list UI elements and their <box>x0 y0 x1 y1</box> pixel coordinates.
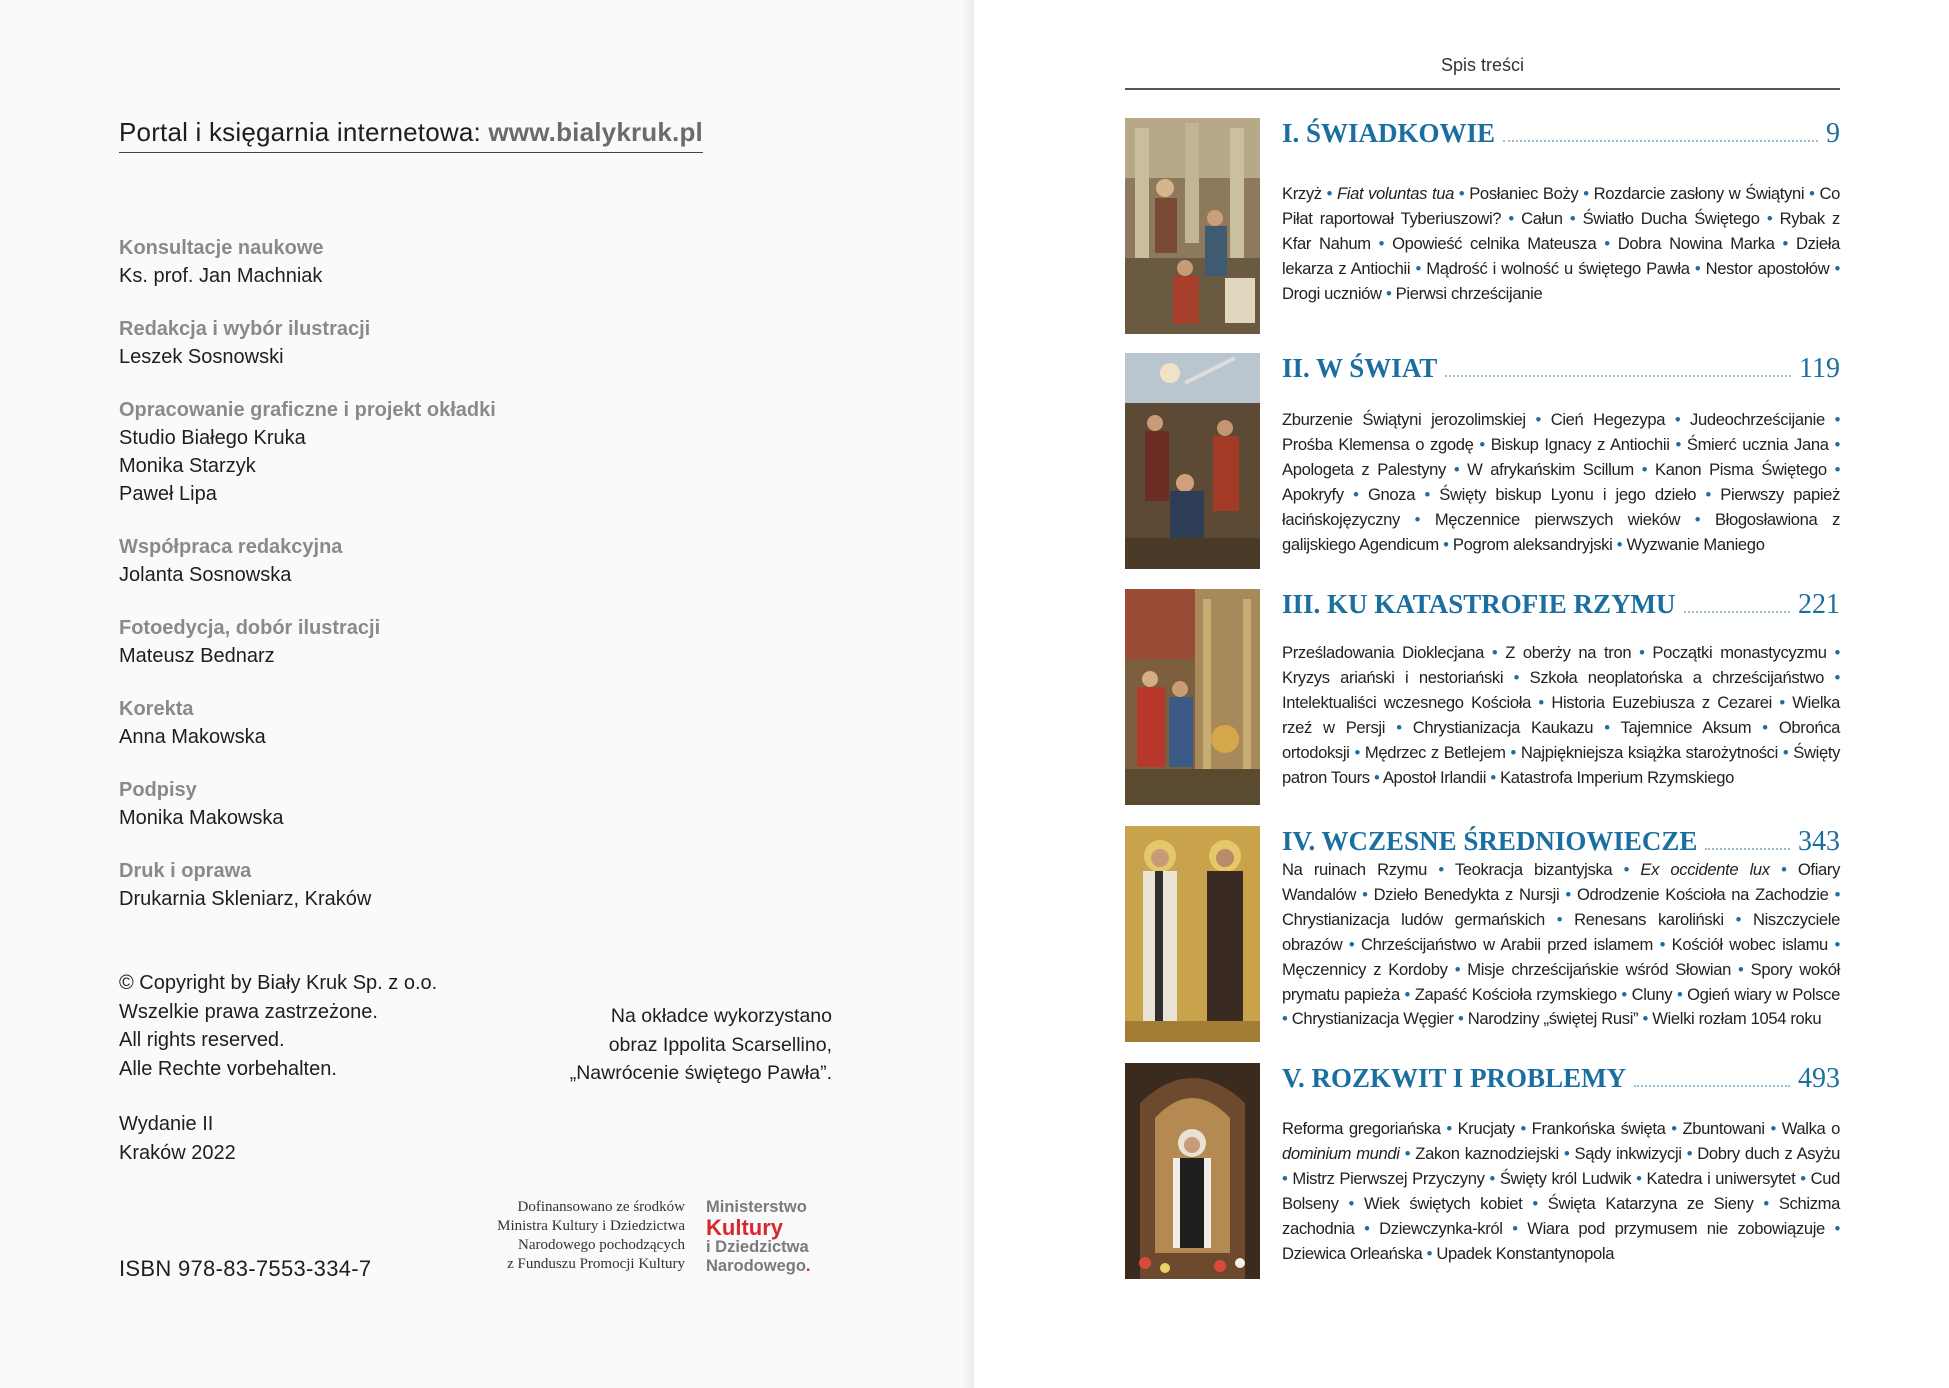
toc-topic[interactable]: Ogień wiary w Polsce <box>1687 984 1840 1004</box>
bullet-separator: • <box>1738 959 1744 979</box>
bullet-separator: • <box>1809 184 1815 203</box>
ministry-logo-line4-wrap <box>706 1257 811 1276</box>
toc-topic[interactable]: Odrodzenie Kościoła na Zachodzie <box>1576 884 1829 904</box>
credit-group <box>119 315 579 371</box>
toc-topic[interactable]: Ex occidente lux <box>1640 860 1770 879</box>
bullet-separator: • <box>1508 208 1514 228</box>
bullet-separator: • <box>1565 884 1571 904</box>
toc-topic[interactable]: Apokryfy <box>1282 484 1344 504</box>
ministry-logo <box>706 1198 811 1276</box>
credit-label: Korekta <box>119 698 194 720</box>
toc-topic[interactable]: Kościół wobec islamu <box>1671 934 1828 954</box>
toc-topic[interactable]: Reforma gregoriańska <box>1282 1119 1441 1138</box>
toc-chapter-5[interactable] <box>1125 1063 1840 1279</box>
chapter-2-title: II. W ŚWIAT <box>1282 353 1438 383</box>
toc-chapter-3-body <box>1282 589 1840 790</box>
credit-label: Fotoedycja, dobór ilustracji <box>119 617 381 639</box>
toc-topic[interactable]: Chrześcijaństwo w Arabii przed islamem <box>1360 934 1653 954</box>
bullet-separator: • <box>1364 1218 1370 1238</box>
credit-name: Mateusz Bednarz <box>119 645 275 667</box>
funding-line: Dofinansowano ze środków <box>517 1199 685 1215</box>
toc-topic[interactable]: Dziewica Orleańska <box>1282 1243 1423 1263</box>
cover-note-line: „Nawrócenie świętego Pawła”. <box>569 1062 832 1084</box>
bullet-separator: • <box>1834 934 1840 954</box>
copyright-line: All rights reserved. <box>119 1029 285 1051</box>
chapter-3-illustration <box>1125 589 1260 805</box>
chapter-5-heading <box>1282 1063 1840 1095</box>
bullet-separator: • <box>1834 434 1841 454</box>
toc-topic[interactable]: Wielki rozłam 1054 roku <box>1652 1009 1822 1029</box>
credit-group <box>119 857 579 913</box>
toc-chapter-1-body <box>1282 118 1840 307</box>
bullet-separator: • <box>1458 184 1465 203</box>
toc-topic[interactable]: Całun <box>1521 208 1563 228</box>
toc-topic[interactable]: Światło Ducha Świętego <box>1582 208 1760 228</box>
bullet-separator: • <box>1563 1143 1570 1163</box>
toc-topic[interactable]: Gnoza <box>1367 484 1416 504</box>
chapter-3-page: 221 <box>1798 589 1840 620</box>
credit-label: Opracowanie graficzne i projekt okładki <box>119 399 496 421</box>
left-page <box>0 0 974 1388</box>
toc-topic[interactable]: Co Piłat raportował Tyberiuszowi? <box>1282 184 1840 228</box>
toc-topic[interactable]: Chrystianizacja Węgier <box>1291 1009 1454 1029</box>
bullet-separator: • <box>1512 1218 1518 1238</box>
copyright-line: Alle Rechte vorbehalten. <box>119 1057 337 1080</box>
bullet-separator: • <box>1510 742 1516 762</box>
toc-topic[interactable]: Biskup Ignacy z Antiochii <box>1490 434 1670 454</box>
toc-topic[interactable]: Pierwszy papież łacińskojęzyczny <box>1282 484 1841 529</box>
toc-topic[interactable]: Dobra Nowina Marka <box>1617 233 1775 253</box>
bullet-separator: • <box>1766 208 1773 228</box>
bullet-separator: • <box>1348 934 1355 954</box>
bullet-separator: • <box>1479 434 1485 454</box>
toc-topic[interactable]: Spory wokół prymatu papieża <box>1282 959 1840 1004</box>
credit-group <box>119 533 579 589</box>
isbn: ISBN 978-83-7553-334-7 <box>119 1256 372 1281</box>
cover-note-line: Na okładce wykorzystano <box>610 1005 832 1027</box>
chapter-1-page: 9 <box>1826 118 1840 149</box>
cover-note-line: obraz Ippolita Scarsellino, <box>608 1033 832 1056</box>
chapter-3-title: III. KU KATASTROFIE RZYMU <box>1282 589 1676 619</box>
toc-topic[interactable]: Mądrość i wolność u świętego Pawła <box>1426 258 1690 278</box>
toc-topic[interactable]: Apologeta z Palestyny <box>1282 459 1446 479</box>
credit-label: Współpraca redakcyjna <box>119 536 343 558</box>
funding-line: Ministra Kultury i Dziedzictwa <box>497 1218 685 1234</box>
funding-line: z Funduszu Promocji Kultury <box>507 1256 685 1272</box>
chapter-5-title: V. ROZKWIT I PROBLEMY <box>1282 1063 1627 1093</box>
credit-group <box>119 614 579 670</box>
toc-topic[interactable]: Prześladowania Dioklecjana <box>1282 643 1485 662</box>
toc-topic[interactable]: Krzyż <box>1282 184 1322 203</box>
toc-topic[interactable]: Kanon Pisma Świętego <box>1655 459 1827 479</box>
toc-topic[interactable]: Chrystianizacja Kaukazu <box>1412 717 1594 737</box>
toc-topic[interactable]: Ofiary Wandalów <box>1282 860 1841 904</box>
ministry-logo-line4: Narodowego <box>706 1257 806 1275</box>
bullet-separator: • <box>1834 1218 1840 1238</box>
toc-chapter-3[interactable] <box>1125 589 1840 805</box>
toc-topic[interactable]: Wiara pod przymusem nie zobowiązuje <box>1527 1218 1825 1238</box>
bullet-separator: • <box>1623 860 1630 879</box>
toc-topic[interactable]: Sądy inkwizycji <box>1574 1143 1682 1163</box>
bullet-separator: • <box>1834 258 1841 278</box>
toc-topic[interactable]: Apostoł Irlandii <box>1382 767 1487 787</box>
bullet-separator: • <box>1782 742 1789 762</box>
toc-chapter-2-body <box>1282 353 1840 557</box>
credit-name: Anna Makowska <box>119 726 266 748</box>
bullet-separator: • <box>1834 410 1841 429</box>
credit-group <box>119 776 579 832</box>
credit-name: Ks. prof. Jan Machniak <box>119 265 323 287</box>
bullet-separator: • <box>1583 184 1589 203</box>
copyright-notice <box>119 969 437 1083</box>
credit-name: Paweł Lipa <box>119 483 217 505</box>
chapter-4-heading <box>1282 826 1840 858</box>
toc-topic[interactable]: Historia Euzebiusza z Cezarei <box>1551 692 1772 712</box>
chapter-5-page: 493 <box>1798 1063 1840 1094</box>
bullet-separator: • <box>1362 884 1368 904</box>
toc-topic[interactable]: Wyzwanie Maniego <box>1626 534 1765 554</box>
bullet-separator: • <box>1705 484 1711 504</box>
toc-topic[interactable]: W afrykańskim Scillum <box>1467 459 1634 479</box>
bullet-separator: • <box>1671 1119 1677 1138</box>
toc-topic[interactable]: Męczennice pierwszych wieków <box>1434 509 1681 529</box>
credit-group <box>119 695 579 751</box>
funding-note <box>440 1198 685 1274</box>
toc-topic[interactable]: Katastrofa Imperium Rzymskiego <box>1500 767 1734 787</box>
toc-topic[interactable]: Nestor apostołów <box>1705 258 1830 278</box>
bullet-separator: • <box>1636 1168 1642 1188</box>
portal-url-link[interactable]: www.bialykruk.pl <box>488 117 703 147</box>
chapter-2-topics <box>1282 408 1840 557</box>
bullet-separator: • <box>1674 410 1681 429</box>
bullet-separator: • <box>1326 184 1333 203</box>
bullet-separator: • <box>1513 667 1520 687</box>
toc-topic[interactable]: Zapaść Kościoła rzymskiego <box>1414 984 1617 1004</box>
bullet-separator: • <box>1538 692 1544 712</box>
bullet-separator: • <box>1779 692 1785 712</box>
toc-topic[interactable]: Szkoła neoplatońska a chrześcijaństwo <box>1529 667 1825 687</box>
toc-topic[interactable]: Cluny <box>1631 984 1673 1004</box>
bullet-separator: • <box>1834 884 1841 904</box>
bullet-separator: • <box>1446 1119 1452 1138</box>
chapter-2-illustration <box>1125 353 1260 569</box>
bullet-separator: • <box>1438 860 1444 879</box>
bullet-separator: • <box>1535 410 1541 429</box>
bullet-separator: • <box>1694 509 1701 529</box>
toc-topic[interactable]: Teokracja bizantyjska <box>1454 860 1613 879</box>
credit-label: Konsultacje naukowe <box>119 237 324 259</box>
credits-list <box>119 234 579 938</box>
edition-line: Kraków 2022 <box>119 1141 236 1164</box>
toc-topic[interactable]: Męczennicy z Kordoby <box>1282 959 1448 979</box>
toc-topic[interactable]: Katedra i uniwersytet <box>1646 1168 1796 1188</box>
credit-name: Monika Starzyk <box>119 455 256 477</box>
toc-topic[interactable]: Prośba Klemensa o zgodę <box>1282 434 1474 454</box>
credit-label: Druk i oprawa <box>119 860 252 882</box>
chapter-5-leader <box>1634 1084 1790 1087</box>
chapter-1-leader <box>1503 139 1818 142</box>
bullet-separator: • <box>1770 1119 1776 1138</box>
toc-topic[interactable]: Tajemnice Aksum <box>1620 717 1752 737</box>
bullet-separator: • <box>1520 1119 1526 1138</box>
toc-topic[interactable]: Dzieło Benedykta z Nursji <box>1373 884 1560 904</box>
toc-topic[interactable]: Walka o dominium mundi <box>1282 1119 1841 1163</box>
bullet-separator: • <box>1616 534 1623 554</box>
bullet-separator: • <box>1621 984 1627 1004</box>
toc-chapter-5-body <box>1282 1063 1840 1266</box>
bullet-separator: • <box>1453 459 1460 479</box>
toc-chapter-4-body <box>1282 826 1840 1032</box>
bullet-separator: • <box>1834 459 1841 479</box>
portal-prefix: Portal i księgarnia internetowa: <box>119 117 489 147</box>
chapter-3-topics <box>1282 641 1840 790</box>
chapter-2-leader <box>1445 374 1791 377</box>
bullet-separator: • <box>1490 767 1496 787</box>
toc-topic[interactable]: Śmierć ucznia Jana <box>1686 434 1829 454</box>
toc-topic[interactable]: Misje chrześcijańskie wśród Słowian <box>1467 959 1731 979</box>
bullet-separator: • <box>1675 434 1681 454</box>
bullet-separator: • <box>1532 1193 1538 1213</box>
cover-note <box>540 1002 832 1088</box>
toc-topic[interactable]: Intelektualiści wczesnego Kościoła <box>1282 692 1531 712</box>
bullet-separator: • <box>1763 1193 1769 1213</box>
toc-topic[interactable]: Narodziny „świętej Rusi” <box>1467 1009 1639 1029</box>
bullet-separator: • <box>1385 283 1392 303</box>
bullet-separator: • <box>1491 643 1498 662</box>
bullet-separator: • <box>1454 959 1461 979</box>
ministry-logo-line3: i Dziedzictwa <box>706 1238 809 1256</box>
toc-topic[interactable]: Zakon kaznodziejski <box>1415 1143 1559 1163</box>
bullet-separator: • <box>1781 860 1787 879</box>
toc-topic[interactable]: Zbuntowani <box>1682 1119 1765 1138</box>
chapter-4-leader <box>1705 847 1790 850</box>
toc-topic[interactable]: Krucjaty <box>1457 1119 1515 1138</box>
bullet-separator: • <box>1489 1168 1495 1188</box>
bullet-separator: • <box>1639 643 1645 662</box>
bullet-separator: • <box>1694 258 1701 278</box>
credit-group <box>119 396 579 508</box>
toc-topic[interactable]: Schizma zachodnia <box>1282 1193 1840 1238</box>
ministry-logo-line2: Kultury <box>706 1215 783 1240</box>
toc-topic[interactable]: Początki monastycyzmu <box>1652 643 1827 662</box>
toc-topic[interactable]: Dobry duch z Asyżu <box>1697 1143 1841 1163</box>
bullet-separator: • <box>1735 909 1742 929</box>
portal-line <box>119 117 703 153</box>
bullet-separator: • <box>1569 208 1576 228</box>
toc-topic[interactable]: Rybak z Kfar Nahum <box>1282 208 1840 253</box>
header-rule <box>1125 88 1840 90</box>
toc-topic[interactable]: Z oberży na tron <box>1505 643 1632 662</box>
toc-topic[interactable]: Pogrom aleksandryjski <box>1452 534 1613 554</box>
bullet-separator: • <box>1834 643 1840 662</box>
chapter-1-title: I. ŚWIADKOWIE <box>1282 118 1496 148</box>
bullet-separator: • <box>1762 717 1768 737</box>
toc-topic[interactable]: Wielka rzeź w Persji <box>1282 692 1840 737</box>
toc-topic[interactable]: Posłaniec Boży <box>1469 184 1579 203</box>
credit-name: Jolanta Sosnowska <box>119 564 292 586</box>
credit-name: Leszek Sosnowski <box>119 346 284 368</box>
bullet-separator: • <box>1641 459 1648 479</box>
toc-topic[interactable]: Mistrz Pierwszej Przyczyny <box>1292 1168 1485 1188</box>
bullet-separator: • <box>1659 934 1666 954</box>
bullet-separator: • <box>1604 233 1610 253</box>
toc-topic[interactable]: Niszczyciele obrazów <box>1282 909 1841 954</box>
edition-info <box>119 1110 236 1167</box>
chapter-4-illustration <box>1125 826 1260 1042</box>
toc-topic[interactable]: Na ruinach Rzymu <box>1282 860 1428 879</box>
toc-topic[interactable]: Najpiękniejsza książka starożytności <box>1520 742 1778 762</box>
bullet-separator: • <box>1404 984 1411 1004</box>
bullet-separator: • <box>1282 1009 1288 1029</box>
toc-topic[interactable]: Mędrzec z Betlejem <box>1364 742 1506 762</box>
bullet-separator: • <box>1282 1168 1288 1188</box>
edition-line: Wydanie II <box>119 1113 214 1135</box>
toc-topic[interactable]: Cud Bolseny <box>1282 1168 1841 1213</box>
chapter-1-illustration <box>1125 118 1260 334</box>
copyright-line: © Copyright by Biały Kruk Sp. z o.o. <box>119 972 438 994</box>
ministry-logo-line1: Ministerstwo <box>706 1198 807 1216</box>
toc-topic[interactable]: Pierwsi chrześcijanie <box>1395 283 1543 303</box>
toc-chapter-1[interactable] <box>1125 118 1840 334</box>
toc-chapter-4[interactable] <box>1125 826 1840 1042</box>
toc-topic[interactable]: Święta Katarzyna ze Sieny <box>1547 1193 1754 1213</box>
toc-topic[interactable]: Upadek Konstantynopola <box>1436 1243 1615 1263</box>
chapter-3-heading <box>1282 589 1840 621</box>
credit-name: Studio Białego Kruka <box>119 427 306 449</box>
toc-chapter-2[interactable] <box>1125 353 1840 569</box>
toc-topic[interactable]: Renesans karoliński <box>1574 909 1724 929</box>
bullet-separator: • <box>1415 258 1421 278</box>
toc-topic[interactable]: Judeochrześcijanie <box>1690 410 1825 429</box>
toc-topic[interactable]: Opowieść celnika Mateusza <box>1392 233 1597 253</box>
ministry-logo-dot: . <box>805 1257 811 1275</box>
toc-topic[interactable]: Święty biskup Lyonu i jego dzieło <box>1439 484 1697 504</box>
toc-topic[interactable]: Chrystianizacja ludów germańskich <box>1282 909 1545 929</box>
toc-topic[interactable]: Święty patron Tours <box>1282 742 1841 787</box>
bullet-separator: • <box>1457 1009 1464 1029</box>
credit-group <box>119 234 579 290</box>
chapter-4-page: 343 <box>1798 826 1840 857</box>
toc-topic[interactable]: Cień Hegezypa <box>1550 410 1666 429</box>
toc-topic[interactable]: Kryzys ariański i nestoriański <box>1282 667 1504 687</box>
toc-topic[interactable]: Dziewczynka-król <box>1379 1218 1503 1238</box>
toc-topic[interactable]: Drogi uczniów <box>1282 283 1382 303</box>
toc-topic[interactable]: Wiek świętych kobiet <box>1363 1193 1523 1213</box>
bullet-separator: • <box>1426 1243 1433 1263</box>
bullet-separator: • <box>1556 909 1563 929</box>
chapter-2-page: 119 <box>1799 353 1840 384</box>
bullet-separator: • <box>1424 484 1430 504</box>
credit-name: Drukarnia Skleniarz, Kraków <box>119 888 372 910</box>
bullet-separator: • <box>1404 1143 1411 1163</box>
toc-topic[interactable]: Zburzenie Świątyni jerozolimskiej <box>1282 410 1526 429</box>
credit-label: Redakcja i wybór ilustracji <box>119 318 371 340</box>
bullet-separator: • <box>1834 667 1840 687</box>
chapter-2-heading <box>1282 353 1840 385</box>
bullet-separator: • <box>1374 767 1380 787</box>
bullet-separator: • <box>1354 742 1360 762</box>
copyright-line: Wszelkie prawa zastrzeżone. <box>119 1000 378 1023</box>
toc-topic[interactable]: Rozdarcie zasłony w Świątyni <box>1593 184 1805 203</box>
bullet-separator: • <box>1800 1168 1806 1188</box>
bullet-separator: • <box>1396 717 1402 737</box>
chapter-1-heading <box>1282 118 1840 150</box>
running-head: Spis treści <box>1440 55 1525 75</box>
bullet-separator: • <box>1353 484 1359 504</box>
toc-topic[interactable]: Dzieła lekarza z Antiochii <box>1282 233 1840 278</box>
chapter-5-illustration <box>1125 1063 1260 1279</box>
chapter-5-topics <box>1282 1117 1840 1266</box>
toc-topic[interactable]: Święty król Ludwik <box>1499 1168 1632 1188</box>
bullet-separator: • <box>1443 534 1449 554</box>
bullet-separator: • <box>1782 233 1789 253</box>
chapter-1-topics <box>1282 182 1840 307</box>
toc-topic[interactable]: Fiat voluntas tua <box>1336 184 1454 203</box>
credit-label: Podpisy <box>119 779 197 801</box>
toc-topic[interactable]: Frankońska święta <box>1531 1119 1666 1138</box>
chapter-4-title: IV. WCZESNE ŚREDNIOWIECZE <box>1282 826 1698 856</box>
bullet-separator: • <box>1604 717 1610 737</box>
credit-name: Monika Makowska <box>119 807 284 829</box>
chapter-4-topics <box>1282 858 1840 1032</box>
toc-topic[interactable]: Obrońca ortodoksji <box>1282 717 1841 762</box>
bullet-separator: • <box>1642 1009 1648 1029</box>
bullet-separator: • <box>1676 984 1683 1004</box>
toc-topic[interactable]: Błogosławiona z galijskiego Agendicum <box>1282 509 1841 554</box>
funding-line: Narodowego pochodzących <box>517 1237 685 1253</box>
bullet-separator: • <box>1414 509 1421 529</box>
bullet-separator: • <box>1378 233 1385 253</box>
bullet-separator: • <box>1686 1143 1693 1163</box>
chapter-3-leader <box>1684 610 1790 613</box>
bullet-separator: • <box>1348 1193 1355 1213</box>
